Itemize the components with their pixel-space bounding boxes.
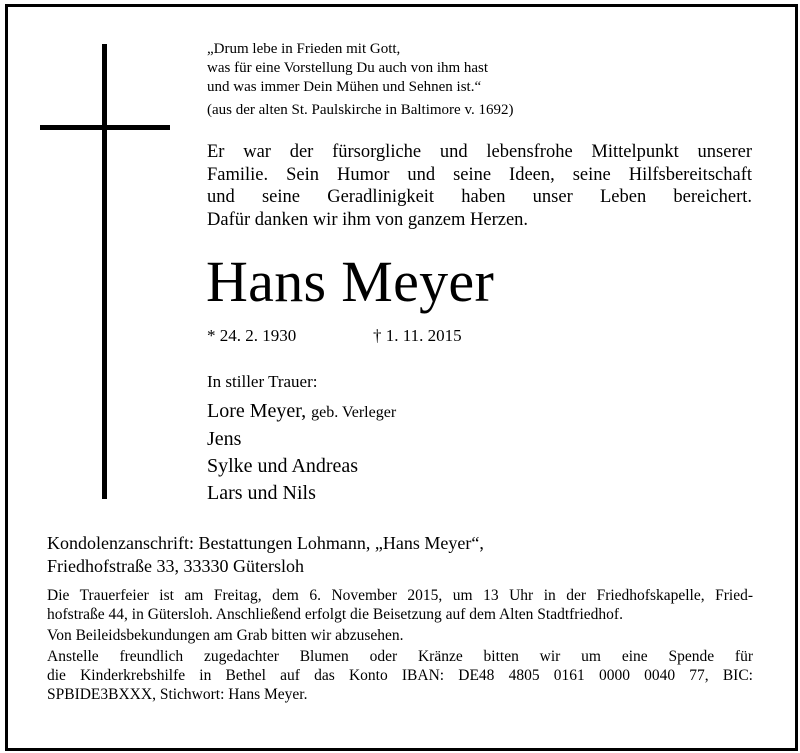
quote-source: (aus der alten St. Paulskirche in Baltimore v. 1692) xyxy=(207,102,514,118)
mourners-list xyxy=(207,398,396,507)
quote-line: „Drum lebe in Frieden mit Gott, xyxy=(207,41,401,57)
donation-line: SPBIDE3BXXX, Stichwort: Hans Meyer. xyxy=(47,686,308,703)
mourner-note: geb. Verleger xyxy=(311,404,397,421)
deceased-name: Hans Meyer xyxy=(206,249,495,314)
funeral-line: hofstraße 44, in Gütersloh. Anschließend erfolgt die Beisetzung auf dem Alten Stadtfriedhof. xyxy=(47,606,623,623)
condolence-address xyxy=(47,532,484,578)
donation-line: Anstelle freundlich zugedachter Blumen oder Kränze bitten wir um eine Spende für xyxy=(47,648,753,665)
mourner-name: Lore Meyer, xyxy=(207,400,307,422)
funeral-info xyxy=(47,586,753,704)
mourner-name: Jens xyxy=(207,428,242,450)
funeral-details xyxy=(47,586,753,624)
mourner-entry xyxy=(207,480,396,507)
mourner-name: Sylke und Andreas xyxy=(207,455,359,477)
cross-vertical-beam xyxy=(102,44,107,499)
condolence-line: Friedhofstraße 33, 33330 Gütersloh xyxy=(47,556,304,576)
funeral-line: Die Trauerfeier ist am Freitag, dem 6. November 2015, um 13 Uhr in der Friedhofskapelle, Fried- xyxy=(47,587,753,604)
tribute-line: Familie. Sein Humor und seine Ideen, seine Hilfsbereitschaft xyxy=(207,164,752,185)
cross-horizontal-beam xyxy=(40,125,170,130)
condolence-line: Kondolenzanschrift: Bestattungen Lohmann, „Hans Meyer“, xyxy=(47,533,484,553)
donation-line: die Kinderkrebshilfe in Bethel auf das Konto IBAN: DE48 4805 0161 0000 0040 77, BIC: xyxy=(47,667,753,684)
tribute-line: und seine Geradlinigkeit haben unser Leben bereichert. xyxy=(207,187,752,207)
tribute-line: Er war der fürsorgliche und lebensfrohe Mittelpunkt unserer xyxy=(207,142,752,162)
quote-line: was für eine Vorstellung Du auch von ihm hast xyxy=(207,60,489,76)
mourners-section xyxy=(207,372,396,507)
grave-note: Von Beileidsbekundungen am Grab bitten wir abzusehen. xyxy=(47,627,404,644)
quote-line: und was immer Dein Mühen und Sehnen ist.“ xyxy=(207,79,482,95)
donation-request xyxy=(47,647,753,704)
life-dates xyxy=(207,326,462,346)
mourning-intro: In stiller Trauer: xyxy=(207,372,318,391)
mourner-entry xyxy=(207,426,396,453)
mourner-entry xyxy=(207,453,396,480)
mourner-entry xyxy=(207,398,396,426)
tribute-line: Dafür danken wir ihm von ganzem Herzen. xyxy=(207,209,529,230)
birth-date: * 24. 2. 1930 xyxy=(207,326,297,345)
epigraph-quote xyxy=(207,40,513,120)
tribute-text xyxy=(207,141,752,231)
death-date: † 1. 11. 2015 xyxy=(373,326,462,345)
mourner-name: Lars und Nils xyxy=(207,482,316,504)
